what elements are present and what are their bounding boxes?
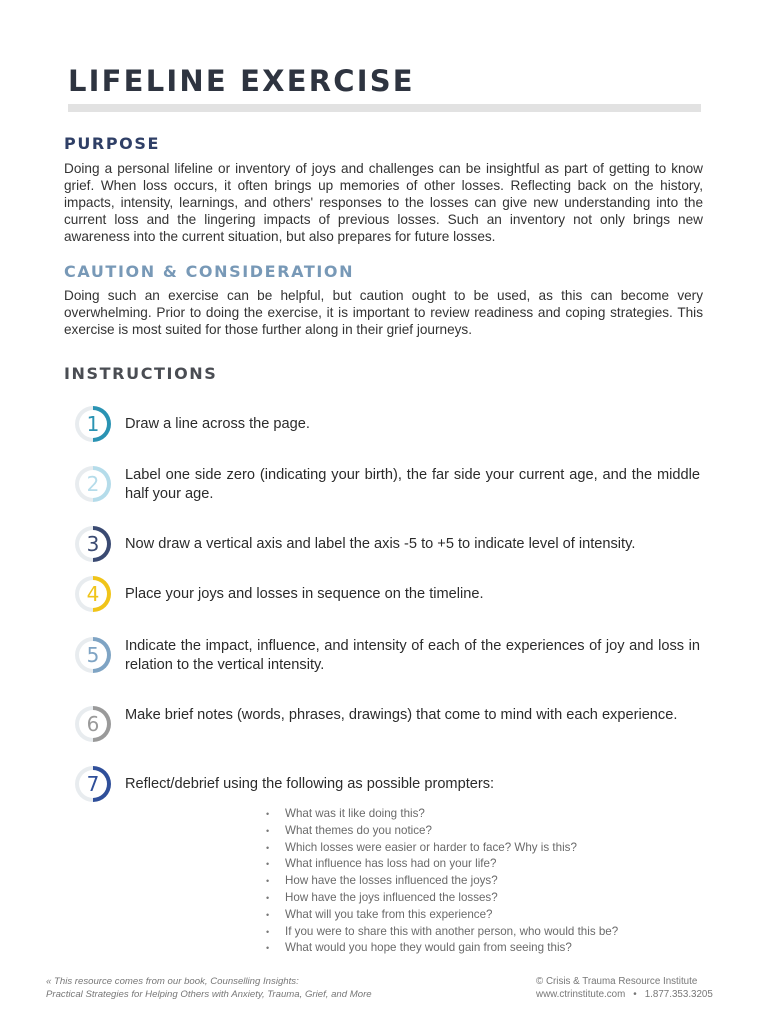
step-number-icon xyxy=(75,766,111,802)
step-number: 4 xyxy=(86,582,100,606)
step-number: 5 xyxy=(86,643,100,667)
footer-source xyxy=(46,975,372,1001)
footer-separator: • xyxy=(633,989,637,1000)
prompter-item: • What will you take from this experience? xyxy=(266,907,618,924)
purpose-heading: PURPOSE xyxy=(64,134,161,153)
prompter-item: • What influence has loss had on your life? xyxy=(266,856,618,873)
step-number: 3 xyxy=(86,532,100,556)
step-text: Place your joys and losses in sequence on the timeline. xyxy=(125,586,484,602)
step-text: Indicate the impact, influence, and intensity of each of the experiences of joy and loss in relation to the vertical intensity. xyxy=(125,638,700,673)
step-number: 1 xyxy=(86,412,100,436)
step-number: 2 xyxy=(86,472,100,496)
step-number-icon xyxy=(75,406,111,442)
step-number-icon xyxy=(75,576,111,612)
prompter-item: • What would you hope they would gain from seeing this? xyxy=(266,940,618,957)
purpose-paragraph: Doing a personal lifeline or inventory of joys and challenges can be insightful as part of getting to know grief. When loss occurs, it often brings up memories of other losses. Reflecting back on the history, impacts, intensity, learnings, and others' responses to the losses can give new understanding into the current loss and the lingering impacts of previous losses. Such an inventory not only brings new awareness into the current situation, but also prepares for future losses. xyxy=(64,161,703,244)
prompter-list xyxy=(266,806,618,957)
footer-org: © Crisis & Trauma Resource Institute xyxy=(536,976,698,987)
instructions-heading: INSTRUCTIONS xyxy=(64,364,218,383)
caution-heading: CAUTION & CONSIDERATION xyxy=(64,262,355,281)
step-text: Draw a line across the page. xyxy=(125,416,310,432)
footer-website-link[interactable]: www.ctrinstitute.com xyxy=(536,989,626,1000)
prompter-item: • What was it like doing this? xyxy=(266,806,618,823)
step-number: 7 xyxy=(86,772,100,796)
prompter-item: • Which losses were easier or harder to face? Why is this? xyxy=(266,840,618,857)
title-underline xyxy=(68,104,701,112)
step-number-icon xyxy=(75,637,111,673)
step-text: Reflect/debrief using the following as possible prompters: xyxy=(125,776,495,792)
step-number-icon xyxy=(75,526,111,562)
step-text: Make brief notes (words, phrases, drawings) that come to mind with each experience. xyxy=(125,707,678,723)
prompter-item: • How have the losses influenced the joys? xyxy=(266,873,618,890)
footer-phone: 1.877.353.3205 xyxy=(644,989,713,1000)
step-number-icon xyxy=(75,706,111,742)
step-text: Now draw a vertical axis and label the axis -5 to +5 to indicate level of intensity. xyxy=(125,536,636,552)
footer-source-line2: Practical Strategies for Helping Others with Anxiety, Trauma, Grief, and More xyxy=(46,989,372,1000)
caution-paragraph: Doing such an exercise can be helpful, but caution ought to be used, as this can become very overwhelming. Prior to doing the exercise, it is important to review readiness and coping strategies. This exercise is most suited for those further along in their grief journeys. xyxy=(64,288,703,337)
step-number: 6 xyxy=(86,712,100,736)
prompter-item: • How have the joys influenced the losses? xyxy=(266,890,618,907)
page-title: LIFELINE EXERCISE xyxy=(68,64,415,98)
step-number-icon xyxy=(75,466,111,502)
prompter-item: • What themes do you notice? xyxy=(266,823,618,840)
prompter-item: • If you were to share this with another person, who would this be? xyxy=(266,924,618,941)
step-text: Label one side zero (indicating your birth), the far side your current age, and the middle half your age. xyxy=(125,467,700,502)
footer-contact xyxy=(536,975,713,1001)
footer-source-line1: « This resource comes from our book, Counselling Insights: xyxy=(46,976,299,987)
